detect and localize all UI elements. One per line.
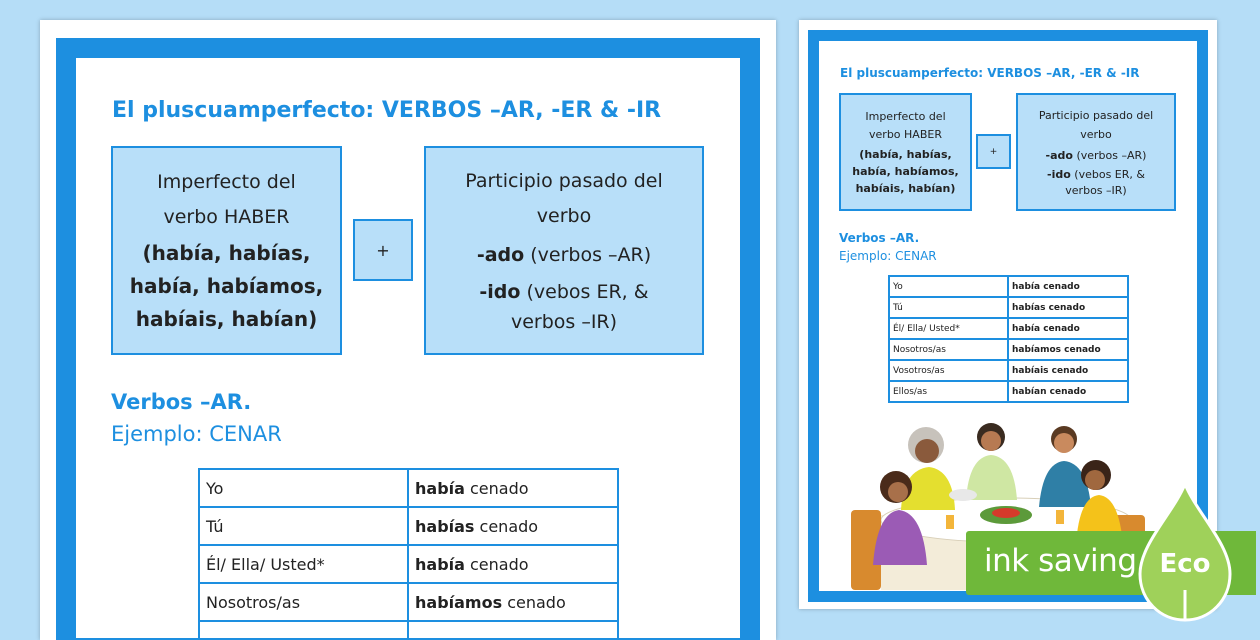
- ado-suffix: -ado: [1045, 148, 1073, 162]
- verb-cell: [408, 469, 618, 507]
- plus-sign-box: +: [353, 219, 413, 281]
- table-row: [889, 339, 1128, 360]
- imperfect-haber-box-small: [839, 93, 972, 211]
- haber-forms-line3: habíais, habían): [855, 181, 956, 195]
- ido-rule: [1047, 167, 1145, 183]
- aux-form: habíamos: [1012, 344, 1061, 355]
- table-row: [889, 360, 1128, 381]
- table-row: [199, 621, 618, 640]
- haber-forms-line3: habíais, habían): [135, 307, 318, 331]
- haber-forms-line2: había, habíamos,: [852, 164, 959, 178]
- aux-form: había: [1012, 281, 1041, 292]
- aux-form: habías: [415, 516, 475, 536]
- participle-form: cenado: [1048, 365, 1089, 376]
- plus-sign-box-small: +: [976, 134, 1011, 169]
- verb-cell: [1008, 381, 1128, 402]
- participle-form: cenado: [464, 478, 529, 498]
- verb-cell: [1008, 360, 1128, 381]
- aux-form: había: [1012, 323, 1041, 334]
- table-row: [889, 276, 1128, 297]
- pronoun-cell: Tú: [199, 507, 408, 545]
- verb-cell: [408, 621, 618, 640]
- participle-form: cenado: [1040, 323, 1080, 334]
- ido-note: (vebos ER, &: [520, 281, 649, 303]
- participle-label: Participio pasado del: [465, 170, 663, 192]
- participle-verb-label: verbo: [1080, 127, 1112, 141]
- pronoun-cell: Él/ Ella/ Usted*: [199, 545, 408, 583]
- ido-suffix: -ido: [1047, 167, 1071, 181]
- participle-form: cenado: [1061, 344, 1101, 355]
- ido-note-line2: verbos –IR): [1065, 183, 1127, 197]
- example-label: Ejemplo: CENAR: [111, 422, 282, 446]
- table-row: [889, 318, 1128, 339]
- ado-note: (verbos –AR): [1072, 148, 1147, 162]
- pronoun-cell: Nosotros/as: [199, 583, 408, 621]
- section-title: Verbos –AR.: [111, 390, 252, 414]
- verb-cell: [1008, 318, 1128, 339]
- pronoun-cell: [199, 621, 408, 640]
- imperfect-haber-box: [111, 146, 342, 355]
- participle-form: cenado: [1045, 302, 1086, 313]
- participle-form: cenado: [464, 554, 529, 574]
- ido-rule: [479, 277, 648, 307]
- table-row: [199, 469, 618, 507]
- eco-label: Eco: [1159, 549, 1211, 579]
- participle-verb-label: verbo: [536, 205, 592, 227]
- aux-form: había: [415, 554, 465, 574]
- ido-note: (vebos ER, &: [1070, 167, 1145, 181]
- verb-cell: [1008, 276, 1128, 297]
- pronoun-cell: Vosotros/as: [889, 360, 1008, 381]
- ado-rule: [1046, 146, 1147, 165]
- pronoun-cell: Tú: [889, 297, 1008, 318]
- verb-cell: [1008, 339, 1128, 360]
- participle-form: cenado: [1040, 281, 1080, 292]
- haber-label: verbo HABER: [163, 206, 290, 228]
- table-row: [199, 545, 618, 583]
- verb-cell: [408, 545, 618, 583]
- verb-cell: [1008, 297, 1128, 318]
- table-row: [199, 507, 618, 545]
- pronoun-cell: Yo: [889, 276, 1008, 297]
- example-label-small: Ejemplo: CENAR: [839, 249, 937, 263]
- ido-note-line2: verbos –IR): [510, 311, 618, 333]
- pronoun-cell: Ellos/as: [889, 381, 1008, 402]
- participle-form: cenado: [474, 516, 539, 536]
- participle-form: cenado: [502, 592, 566, 612]
- haber-forms-line1: (había, habías,: [859, 147, 952, 161]
- table-row: [889, 297, 1128, 318]
- verb-cell: [408, 583, 618, 621]
- imperfect-label: Imperfecto del: [157, 171, 296, 193]
- aux-form: habían: [1012, 386, 1047, 397]
- section-title-small: Verbos –AR.: [839, 231, 920, 245]
- aux-form: habías: [1012, 302, 1046, 313]
- large-worksheet: [40, 20, 776, 640]
- participle-form: cenado: [1046, 386, 1087, 397]
- aux-form: había: [415, 478, 465, 498]
- ink-saving-label: ink saving: [984, 543, 1137, 579]
- participle-label: Participio pasado del: [1038, 108, 1154, 122]
- haber-forms-line1: (había, habías,: [142, 241, 311, 265]
- imperfect-label: Imperfecto del: [865, 109, 946, 123]
- table-row: [199, 583, 618, 621]
- conjugation-table-small: [888, 275, 1129, 403]
- haber-label: verbo HABER: [869, 127, 942, 141]
- ado-suffix: -ado: [476, 244, 525, 266]
- aux-form: habíamos: [415, 592, 503, 612]
- haber-forms-line2: había, habíamos,: [129, 274, 324, 298]
- pronoun-cell: Nosotros/as: [889, 339, 1008, 360]
- pronoun-cell: Yo: [199, 469, 408, 507]
- page-title: El pluscuamperfecto: VERBOS –AR, -ER & -IR: [112, 98, 662, 123]
- conjugation-table: [198, 468, 619, 640]
- participle-box-small: [1016, 93, 1176, 211]
- ado-note: (verbos –AR): [524, 244, 652, 266]
- page-title-small: El pluscuamperfecto: VERBOS –AR, -ER & -IR: [840, 66, 1140, 80]
- pronoun-cell: Él/ Ella/ Usted*: [889, 318, 1008, 339]
- participle-box: [424, 146, 704, 355]
- ado-rule: [477, 238, 651, 273]
- ido-suffix: -ido: [479, 281, 521, 303]
- verb-cell: [408, 507, 618, 545]
- table-row: [889, 381, 1128, 402]
- aux-form: habíais: [1012, 365, 1049, 376]
- eco-drop-icon: [1134, 482, 1236, 624]
